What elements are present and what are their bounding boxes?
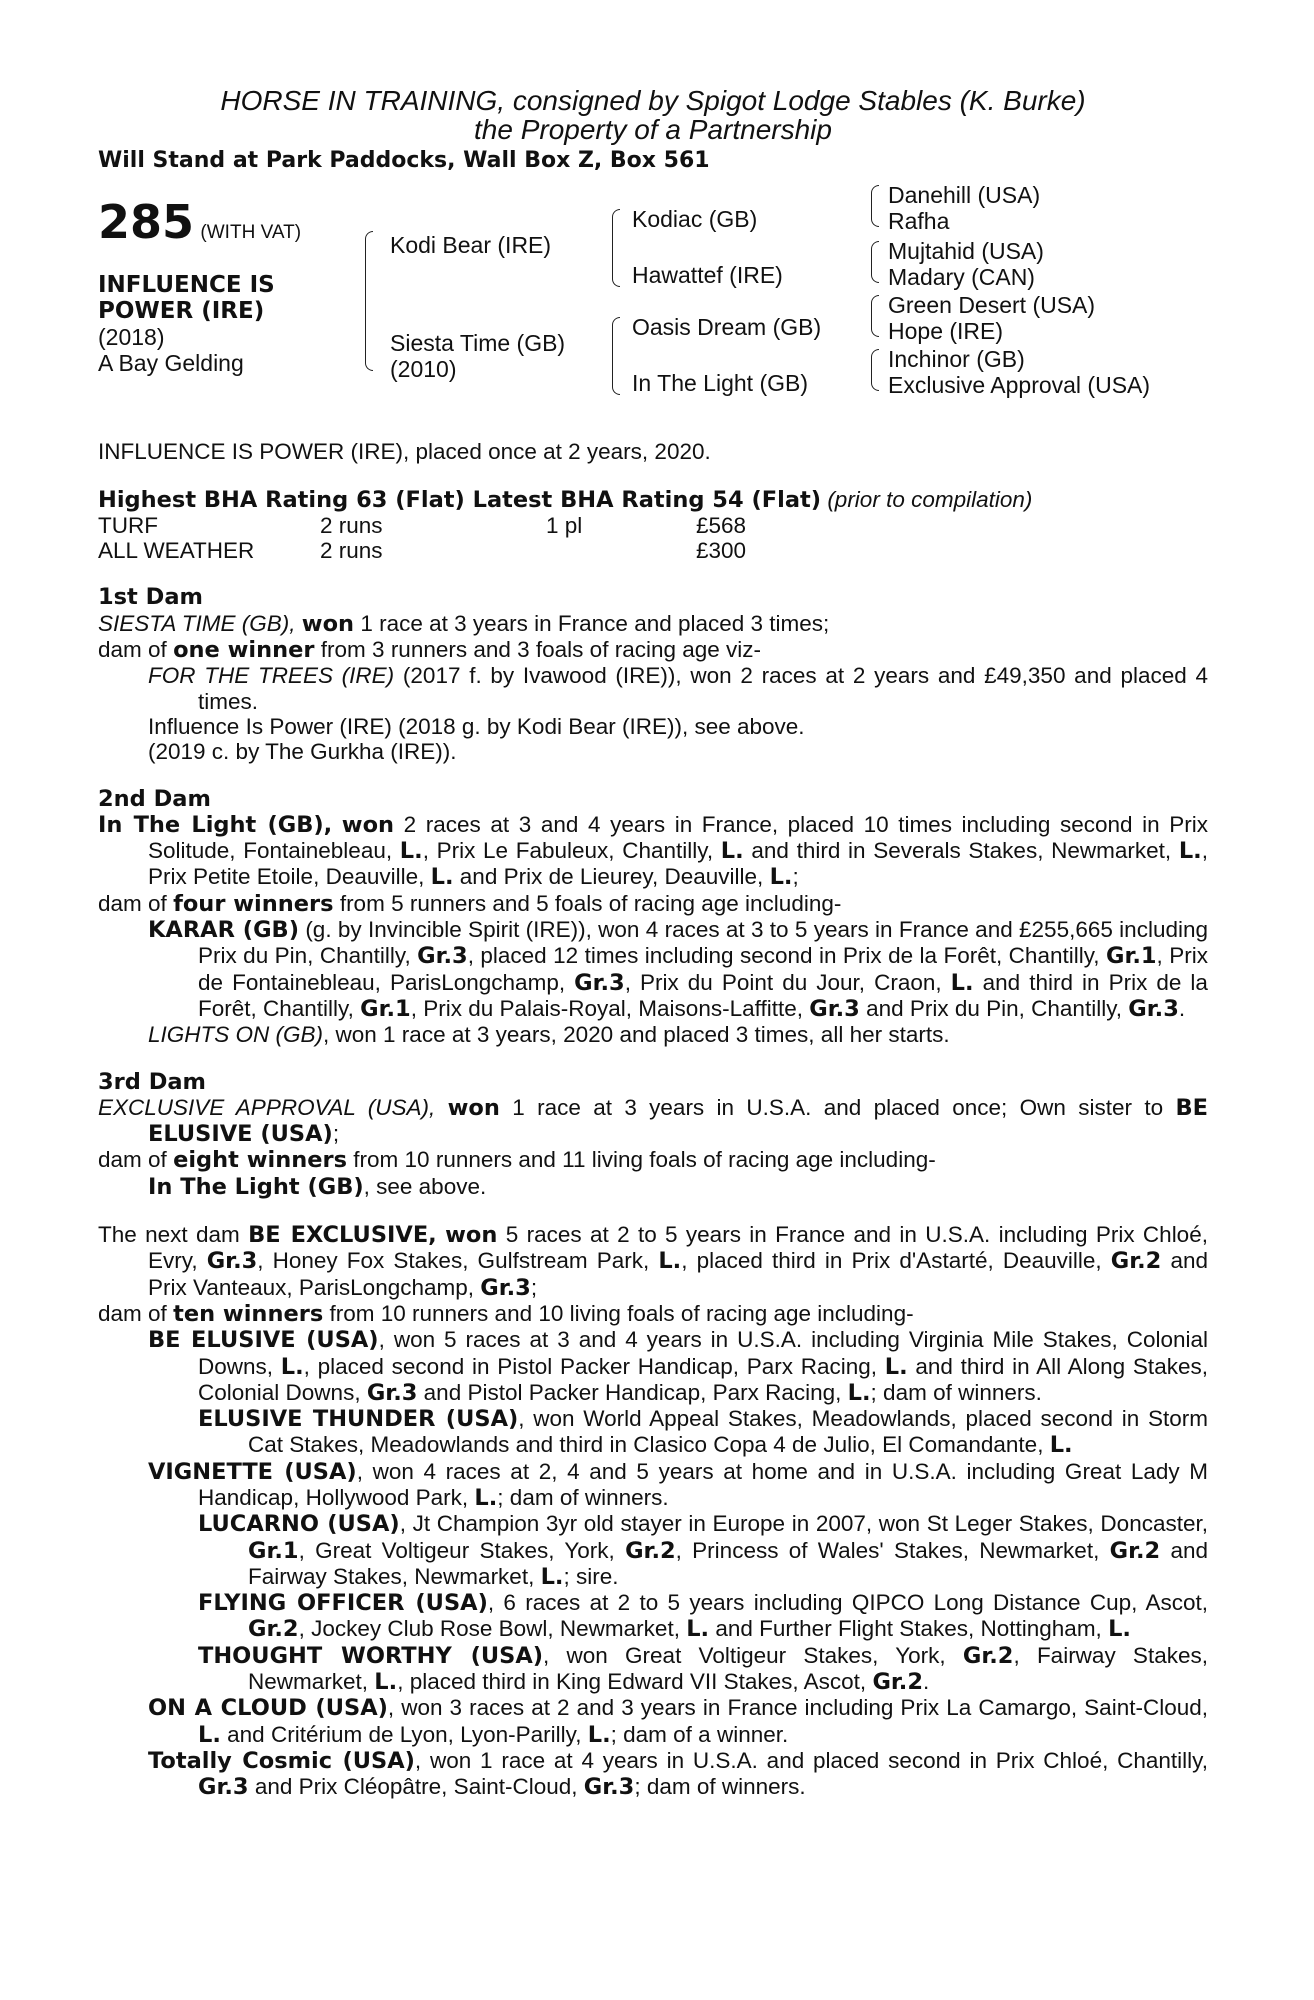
text: , see above. <box>363 1173 487 1199</box>
produce-name: LIGHTS ON (GB) <box>148 1022 324 1048</box>
text: and Critérium de Lyon, Lyon-Parilly, <box>227 1721 582 1747</box>
dam-name: EXCLUSIVE APPROVAL (USA), <box>98 1094 436 1120</box>
sd-dam: Madary (CAN) <box>888 264 1035 291</box>
ratings-row <box>98 513 1208 538</box>
sister-name: BE ELUSIVE (USA) <box>148 1094 1208 1148</box>
won-label: won <box>447 1094 500 1121</box>
rating-runs: 2 runs <box>320 538 383 564</box>
text: and Fairway Stakes, Newmarket, <box>248 1537 1208 1589</box>
text: , Prix Le Fabuleux, Chantilly, <box>422 838 714 864</box>
produce-item <box>98 1511 1208 1590</box>
grade-label: Gr.3 <box>417 943 468 970</box>
lot-number: 285 <box>98 195 195 250</box>
produce-name: THOUGHT WORTHY (USA) <box>198 1642 544 1669</box>
grade-label: Gr.2 <box>1110 1248 1162 1275</box>
listed-label: L. <box>950 969 974 996</box>
dam-sire: Oasis Dream (GB) <box>632 314 822 341</box>
grade-label: Gr.3 <box>206 1248 258 1275</box>
sire-dam: Hawattef (IRE) <box>632 262 783 289</box>
text: , Prix du Palais-Royal, Maisons-Laffitte, <box>410 995 803 1021</box>
text: , placed third in Prix d'Astarté, Deauville, <box>681 1248 1102 1274</box>
ratings-row <box>98 538 1208 563</box>
text: ; <box>332 1121 340 1147</box>
grade-label: Gr.3 <box>480 1274 531 1301</box>
grade-label: Gr.1 <box>1105 943 1157 970</box>
text: from 10 runners and 10 living foals of racing age including- <box>329 1300 914 1326</box>
produce-item <box>98 1748 1208 1801</box>
produce-item <box>98 1643 1208 1696</box>
grade-label: Gr.2 <box>872 1669 924 1696</box>
text: and third in Prix de la Forêt, Chantilly, <box>198 969 1208 1021</box>
dd-sire: Inchinor (GB) <box>888 346 1025 373</box>
text: from 10 runners and 11 living foals of racing age including- <box>353 1147 936 1173</box>
listed-label: L. <box>198 1721 221 1748</box>
section-title: 2nd Dam <box>98 785 211 812</box>
produce-name: In The Light (GB) <box>148 1173 364 1200</box>
pedigree-brace <box>871 241 879 283</box>
grade-label: Gr.3 <box>198 1774 249 1801</box>
section-title: 1st Dam <box>98 584 203 611</box>
text: , won World Appeal Stakes, Meadowlands, placed second in Storm Cat Stakes, Meadowlands and third in Clasico Copa 4 de Julio, El Comandante, <box>248 1406 1209 1458</box>
dam: Siesta Time (GB) <box>390 330 566 357</box>
horse-description: A Bay Gelding <box>98 350 244 377</box>
produce-item <box>98 1406 1208 1459</box>
rating-surface: ALL WEATHER <box>98 538 255 564</box>
property-line: the Property of a Partnership <box>474 114 832 145</box>
text: 2 races at 3 and 4 years in France, placed 10 times including second in Prix Solitude, Fontainebleau, <box>148 811 1208 864</box>
text: and Prix du Pin, Chantilly, <box>866 995 1123 1021</box>
dam-name: BE EXCLUSIVE, <box>248 1222 437 1249</box>
produce-item <box>98 1022 1208 1047</box>
sire: Kodi Bear (IRE) <box>390 232 552 259</box>
text: 5 races at 2 to 5 years in France and in U.S.A. including Prix Chloé, Evry, <box>148 1222 1208 1274</box>
dam-line <box>98 611 1208 637</box>
won-label: won <box>301 610 355 637</box>
produce-name: FLYING OFFICER (USA) <box>198 1590 488 1617</box>
listed-label: L. <box>587 1721 611 1748</box>
listed-label: L. <box>540 1563 564 1590</box>
race-summary: INFLUENCE IS POWER (IRE), placed once at 2 years, 2020. <box>98 439 711 465</box>
produce-name: ELUSIVE THUNDER (USA) <box>198 1406 519 1433</box>
text: ; dam of winners. <box>497 1484 669 1510</box>
listed-label: L. <box>720 838 744 865</box>
rating-surface: TURF <box>98 512 158 538</box>
text: ; dam of a winner. <box>610 1721 789 1747</box>
sd-sire: Mujtahid (USA) <box>888 238 1044 265</box>
listed-label: L. <box>686 1616 710 1643</box>
text: , placed third in King Edward VII Stakes, Ascot, <box>397 1669 867 1695</box>
grade-label: Gr.2 <box>962 1642 1014 1669</box>
produce-line <box>98 637 1208 663</box>
rating-runs: 2 runs <box>320 512 383 538</box>
grade-label: Gr.1 <box>248 1537 299 1564</box>
text: , won 5 races at 3 and 4 years in U.S.A. including Virginia Mile Stakes, Colonial Downs, <box>198 1327 1208 1379</box>
produce-item <box>98 1695 1208 1748</box>
next-dam-section <box>98 1222 1208 1801</box>
dd-dam: Exclusive Approval (USA) <box>888 372 1151 399</box>
produce-item <box>98 663 1208 714</box>
text: ; sire. <box>563 1563 619 1589</box>
text: ; dam of winners. <box>634 1774 806 1800</box>
text: , Prix Petite Etoile, Deauville, <box>148 838 1208 890</box>
produce-name: KARAR (GB) <box>148 917 299 944</box>
horse-year: (2018) <box>98 324 165 351</box>
produce-record: (2017 f. by Ivawood (IRE)), won 2 races at 2 years and £49,350 and placed 4 times. <box>198 663 1208 714</box>
text: and Prix Cléopâtre, Saint-Cloud, <box>254 1774 578 1800</box>
text: , Jt Champion 3yr old stayer in Europe in 2007, won St Leger Stakes, Doncaster, <box>399 1511 1208 1537</box>
text: dam of <box>98 637 167 663</box>
text: ; <box>792 864 799 890</box>
text: , Princess of Wales' Stakes, Newmarket, <box>675 1537 1100 1563</box>
dam-name: SIESTA TIME (GB), <box>98 610 296 636</box>
text: 1 race at 3 years in U.S.A. and placed once; Own sister to <box>512 1094 1164 1120</box>
produce-name: ON A CLOUD (USA) <box>148 1695 388 1722</box>
ratings-note: (prior to compilation) <box>827 486 1033 512</box>
produce-item <box>98 1590 1208 1643</box>
listed-label: L. <box>399 838 423 865</box>
ss-sire: Danehill (USA) <box>888 182 1041 209</box>
grade-label: Gr.3 <box>809 995 860 1022</box>
rating-prize: £568 <box>696 512 747 538</box>
winners-count: four winners <box>173 890 334 917</box>
winners-count: one winner <box>173 637 315 664</box>
listed-label: L. <box>430 864 454 891</box>
horse-name-line1: INFLUENCE IS <box>98 272 275 299</box>
horse-name-line2: POWER (IRE) <box>98 298 265 325</box>
grade-label: Gr.1 <box>360 995 411 1022</box>
text: , Fairway Stakes, Newmarket, <box>248 1642 1208 1695</box>
text: , won 4 races at 2, 4 and 5 years at home and in U.S.A. including Great Lady M Handicap, Hollywood Park, <box>198 1458 1209 1510</box>
produce-item <box>98 1459 1208 1512</box>
listed-label: L. <box>847 1379 871 1406</box>
winners-count: eight winners <box>173 1147 348 1174</box>
text: , placed 12 times including second in Prix de la Forêt, Chantilly, <box>467 943 1100 969</box>
grade-label: Gr.3 <box>583 1774 635 1801</box>
won-label: won <box>341 811 395 838</box>
text: , Jockey Club Rose Bowl, Newmarket, <box>298 1616 680 1642</box>
text: , won Great Voltigeur Stakes, York, <box>543 1642 946 1668</box>
produce-line <box>98 891 1208 917</box>
pedigree-block <box>98 182 1208 439</box>
lot-number-row <box>98 195 302 250</box>
text: . <box>1178 995 1186 1021</box>
pedigree-brace <box>612 209 620 287</box>
dam-record: 1 race at 3 years in France and placed 3 times; <box>360 610 830 636</box>
dam-dam: In The Light (GB) <box>632 370 808 397</box>
produce-item <box>98 1327 1208 1406</box>
rating-placed: 1 pl <box>546 512 583 538</box>
pedigree-brace <box>365 231 373 371</box>
text: , 6 races at 2 to 5 years including QIPCO Long Distance Cup, Ascot, <box>487 1590 1208 1616</box>
text: dam of <box>98 890 167 916</box>
text: from 5 runners and 5 foals of racing age including- <box>339 890 842 916</box>
ds-dam: Hope (IRE) <box>888 318 1004 345</box>
section-title: 3rd Dam <box>98 1068 206 1095</box>
pedigree-brace <box>871 185 879 227</box>
listed-label: L. <box>884 1353 908 1380</box>
produce-item: Influence Is Power (IRE) (2018 g. by Kodi Bear (IRE)), see above. <box>148 713 805 739</box>
text: and third in All Along Stakes, Colonial Downs, <box>198 1353 1208 1405</box>
text: and third in Severals Stakes, Newmarket, <box>751 838 1172 864</box>
produce-name: Totally Cosmic (USA) <box>148 1747 415 1774</box>
text: ; dam of winners. <box>870 1379 1042 1405</box>
consignor-line: HORSE IN TRAINING, consigned by Spigot Lodge Stables (K. Burke) <box>220 85 1086 116</box>
catalogue-page <box>98 86 1208 1801</box>
listed-label: L. <box>769 864 793 891</box>
text: and Prix de Lieurey, Deauville, <box>459 864 764 890</box>
text: The next dam <box>98 1222 240 1248</box>
dam-name: In The Light (GB), <box>98 811 333 838</box>
dam-entry <box>98 1222 1208 1301</box>
bha-ratings: Highest BHA Rating 63 (Flat) Latest BHA Rating 54 (Flat) <box>98 486 822 513</box>
dam-entry <box>98 812 1208 891</box>
text: , won 1 race at 3 years, 2020 and placed 3 times, all her starts. <box>323 1022 950 1048</box>
produce-name: FOR THE TREES (IRE) <box>148 663 395 689</box>
ratings-line <box>98 487 1208 513</box>
text: ; <box>530 1274 538 1300</box>
text: , Prix du Point du Jour, Craon, <box>624 969 942 995</box>
grade-label: Gr.2 <box>248 1616 299 1643</box>
listed-label: L. <box>374 1669 398 1696</box>
text: dam of <box>98 1147 167 1173</box>
grade-label: Gr.2 <box>1109 1537 1161 1564</box>
listed-label: L. <box>280 1353 304 1380</box>
listed-label: L. <box>474 1484 498 1511</box>
text: dam of <box>98 1300 167 1326</box>
listed-label: L. <box>1178 838 1202 865</box>
grade-label: Gr.3 <box>574 969 625 996</box>
winners-count: ten winners <box>173 1300 324 1327</box>
won-label: won <box>445 1222 498 1249</box>
text: and Prix Vanteaux, ParisLongchamp, <box>148 1248 1208 1300</box>
produce-name: LUCARNO (USA) <box>198 1511 400 1538</box>
dam-year: (2010) <box>390 356 457 383</box>
produce-name: BE ELUSIVE (USA) <box>148 1327 379 1354</box>
third-dam-section <box>98 1070 1208 1200</box>
text: , Great Voltigeur Stakes, York, <box>298 1537 615 1563</box>
text: . <box>923 1669 930 1695</box>
listed-label: L. <box>1049 1432 1073 1459</box>
produce-line <box>98 1301 1208 1327</box>
ratings-section <box>98 487 1208 564</box>
text: , placed second in Pistol Packer Handicap, Parx Racing, <box>303 1353 878 1379</box>
dam-entry <box>98 1095 1208 1148</box>
produce-item <box>98 1174 1208 1200</box>
grade-label: Gr.3 <box>366 1379 418 1406</box>
pedigree-brace <box>871 295 879 337</box>
second-dam-section <box>98 787 1208 1048</box>
sire-sire: Kodiac (GB) <box>632 206 758 233</box>
ss-dam: Rafha <box>888 208 950 235</box>
pedigree-brace <box>612 317 620 395</box>
grade-label: Gr.2 <box>625 1537 676 1564</box>
text: and Pistol Packer Handicap, Parx Racing, <box>423 1379 842 1405</box>
text: , Prix de Fontainebleau, ParisLongchamp, <box>198 943 1208 995</box>
grade-label: Gr.3 <box>1128 995 1179 1022</box>
ds-sire: Green Desert (USA) <box>888 292 1096 319</box>
text: from 3 runners and 3 foals of racing age viz- <box>320 637 762 663</box>
listed-label: L. <box>1108 1616 1131 1643</box>
rating-prize: £300 <box>696 538 747 564</box>
text: (g. by Invincible Spirit (IRE)), won 4 races at 3 to 5 years in France and £255,665 including Prix du Pin, Chantilly, <box>198 917 1208 969</box>
text: and Further Flight Stakes, Nottingham, <box>715 1616 1102 1642</box>
text: , Honey Fox Stakes, Gulfstream Park, <box>257 1248 650 1274</box>
first-dam-section <box>98 585 1208 764</box>
produce-line <box>98 1147 1208 1173</box>
produce-name: VIGNETTE (USA) <box>148 1458 357 1485</box>
text: , won 1 race at 4 years in U.S.A. and placed second in Prix Chloé, Chantilly, <box>414 1747 1208 1773</box>
pedigree-brace <box>871 349 879 391</box>
listed-label: L. <box>658 1248 682 1275</box>
vat-label: (WITH VAT) <box>200 222 302 244</box>
text: , won 3 races at 2 and 3 years in France including Prix La Camargo, Saint-Cloud, <box>387 1695 1208 1721</box>
produce-item <box>98 917 1208 1022</box>
stand-location: Will Stand at Park Paddocks, Wall Box Z, Box 561 <box>98 148 710 173</box>
produce-item: (2019 c. by The Gurkha (IRE)). <box>148 739 457 765</box>
